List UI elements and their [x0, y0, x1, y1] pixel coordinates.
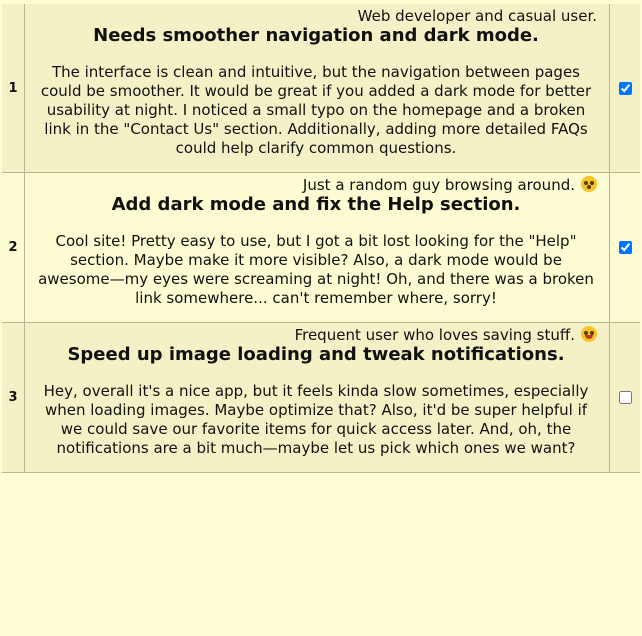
- feedback-body: The interface is clean and intuitive, but the navigation between pages could be smoother. It would be great if you added a dark mode for better usability at night. I noticed a small typo on the homepage and a broken link in the "Contact Us" section. Additionally, adding more detailed FAQs could help clarify common questions.: [40, 63, 592, 157]
- table-row: [2, 4, 640, 173]
- select-cell: [610, 173, 640, 322]
- table-row: [2, 323, 640, 473]
- feedback-table: [2, 4, 640, 473]
- feedback-body: Cool site! Pretty easy to use, but I got a bit lost looking for the "Help" section. Maybe make it more visible? Also, a dark mode would be awesome—my eyes were screaming at night! Oh, and there was a broken link somewhere... can't remember where, sorry!: [38, 232, 594, 307]
- feedback-cell: [25, 173, 610, 322]
- feedback-title: Needs smoother navigation and dark mode.: [93, 25, 539, 46]
- feedback-title: Add dark mode and fix the Help section.: [111, 194, 521, 215]
- row-number: 1: [2, 4, 25, 172]
- feedback-body: Hey, overall it's a nice app, but it feels kinda slow sometimes, especially when loading images. Maybe optimize that? Also, it'd be super helpful if we could save our favorite items for quick access later. And, oh, the notifications are a bit much—maybe let us pick which ones we want?: [43, 382, 589, 457]
- select-cell: [610, 4, 640, 172]
- feedback-cell: [25, 4, 610, 172]
- persona-text: Web developer and casual user.: [357, 7, 597, 25]
- select-checkbox[interactable]: [619, 241, 632, 254]
- feedback-cell: [25, 323, 610, 472]
- persona-text: Frequent user who loves saving stuff.: [33, 326, 597, 344]
- grinning-face-icon: [581, 326, 597, 342]
- select-checkbox[interactable]: [619, 391, 632, 404]
- row-number: 2: [2, 173, 25, 322]
- persona-text: Just a random guy browsing around.: [33, 176, 597, 194]
- table-row: [2, 173, 640, 323]
- select-cell: [610, 323, 640, 472]
- row-number: 3: [2, 323, 25, 472]
- select-checkbox[interactable]: [619, 82, 632, 95]
- feedback-title: Speed up image loading and tweak notifications.: [67, 344, 565, 365]
- dizzy-face-icon: [581, 176, 597, 192]
